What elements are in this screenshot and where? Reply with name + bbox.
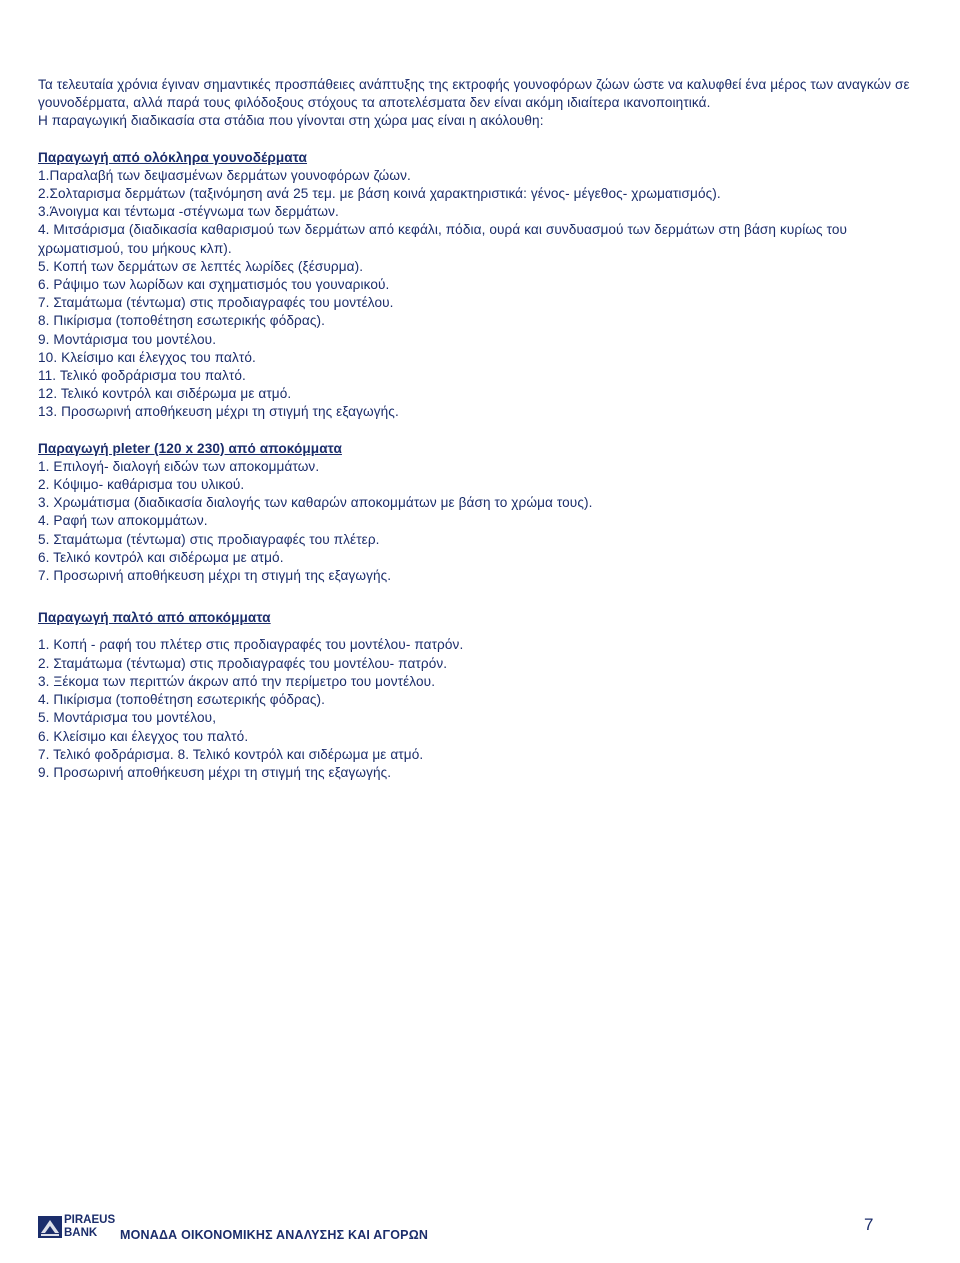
page-number: 7 [864, 1215, 874, 1234]
step-item: 4. Πικίρισμα (τοποθέτηση εσωτερικής φόδρας). [38, 692, 326, 708]
logo-text [64, 1214, 115, 1239]
steps-list [38, 458, 918, 585]
steps-list [38, 167, 918, 422]
step-item: 2. Κόψιμο- καθάρισμα του υλικού. [38, 477, 245, 493]
step-item: 4. Ραφή των αποκομμάτων. [38, 513, 208, 529]
section-pleter [38, 440, 918, 586]
step-item: 5. Σταμάτωμα (τέντωμα) στις προδιαγραφές του πλέτερ. [38, 531, 380, 547]
step-item: 10. Κλείσιμο και έλεγχος του παλτό. [38, 349, 256, 365]
steps-list [38, 636, 918, 782]
section-title: Παραγωγή παλτό από αποκόμματα [38, 610, 271, 626]
step-item: 3. Χρωμάτισμα (διαδικασία διαλογής των καθαρών αποκομμάτων με βάση το χρώμα τους). [38, 495, 593, 511]
logo-line: BANK [64, 1226, 98, 1239]
step-item: 7. Σταμάτωμα (τέντωμα) στις προδιαγραφές του μοντέλου. [38, 295, 394, 311]
step-item: 1. Επιλογή- διαλογή ειδών των αποκομμάτων. [38, 458, 320, 474]
step-item: 6. Τελικό κοντρόλ και σιδέρωμα με ατμό. [38, 549, 284, 565]
step-item: 3.Άνοιγμα και τέντωμα -στέγνωμα των δερμάτων. [38, 204, 339, 220]
intro-paragraph: Τα τελευταία χρόνια έγιναν σημαντικές προσπάθειες ανάπτυξης της εκτροφής γουνοφόρων ζώων ώστε να καλυφθεί ένα μέρος των αναγκών σε γουνοδέρματα, αλλά παρά τους φιλόδοξους στόχους τα αποτελέσματα δεν είναι ακόμη ιδιαίτερα ικανοποιητικά. [38, 77, 910, 111]
section-title: Παραγωγή pleter (120 x 230) από αποκόμματα [38, 440, 342, 456]
document-body [38, 76, 918, 782]
footer-title: ΜΟΝΑΔΑ ΟΙΚΟΝΟΜΙΚΗΣ ΑΝΑΛΥΣΗΣ ΚΑΙ ΑΓΟΡΩΝ [120, 1228, 429, 1242]
step-item: 5. Μοντάρισμα του μοντέλου, [38, 710, 217, 726]
piraeus-bank-logo-icon [38, 1216, 62, 1238]
step-item: 9. Μοντάρισμα του μοντέλου. [38, 331, 217, 347]
step-item: 6. Κλείσιμο και έλεγχος του παλτό. [38, 728, 249, 744]
step-item: 1. Κοπή - ραφή του πλέτερ στις προδιαγραφές του μοντέλου- πατρόν. [38, 637, 464, 653]
step-item: 8. Πικίρισμα (τοποθέτηση εσωτερικής φόδρας). [38, 313, 326, 329]
step-item: 5. Κοπή των δερμάτων σε λεπτές λωρίδες (ξέσυρμα). [38, 258, 364, 274]
section-coat-scraps [38, 609, 918, 782]
step-item: 2.Σολταρισμα δερμάτων (ταξινόμηση ανά 25 τεμ. με βάση κοινά χαρακτηριστικά: γένος- μέγεθος- χρωματισμός). [38, 186, 721, 202]
section-whole-skins [38, 149, 918, 422]
piraeus-bank-logo [38, 1214, 118, 1242]
step-item: 9. Προσωρινή αποθήκευση μέχρι τη στιγμή της εξαγωγής. [38, 764, 392, 780]
step-item: 4. Μιτσάρισμα (διαδικασία καθαρισμού των δερμάτων από κεφάλι, πόδια, ουρά και συνδυασμού των δερμάτων στη βάση κυρίως του χρωματισμού, του μήκους κλπ). [38, 222, 848, 256]
step-item: 13. Προσωρινή αποθήκευση μέχρι τη στιγμή της εξαγωγής. [38, 404, 399, 420]
step-item: 3. Ξέκομα των περιττών άκρων από την περίμετρο του μοντέλου. [38, 673, 436, 689]
step-item: 7. Τελικό φοδράρισμα. 8. Τελικό κοντρόλ και σιδέρωμα με ατμό. [38, 746, 424, 762]
step-item: 2. Σταμάτωμα (τέντωμα) στις προδιαγραφές του μοντέλου- πατρόν. [38, 655, 448, 671]
page-footer [38, 1214, 888, 1244]
logo-line: PIRAEUS [64, 1214, 116, 1226]
intro-paragraph: Η παραγωγική διαδικασία στα στάδια που γίνονται στη χώρα μας είναι η ακόλουθη: [38, 113, 544, 129]
step-item: 7. Προσωρινή αποθήκευση μέχρι τη στιγμή της εξαγωγής. [38, 568, 392, 584]
step-item: 1.Παραλαβή των δεψασμένων δερμάτων γουνοφόρων ζώων. [38, 167, 411, 183]
step-item: 6. Ράψιμο των λωρίδων και σχηματισμός του γουναρικού. [38, 277, 390, 293]
step-item: 12. Τελικό κοντρόλ και σιδέρωμα με ατμό. [38, 386, 292, 402]
section-title: Παραγωγή από ολόκληρα γουνοδέρματα [38, 149, 308, 165]
intro [38, 76, 918, 131]
step-item: 11. Τελικό φοδράρισμα του παλτό. [38, 368, 246, 384]
